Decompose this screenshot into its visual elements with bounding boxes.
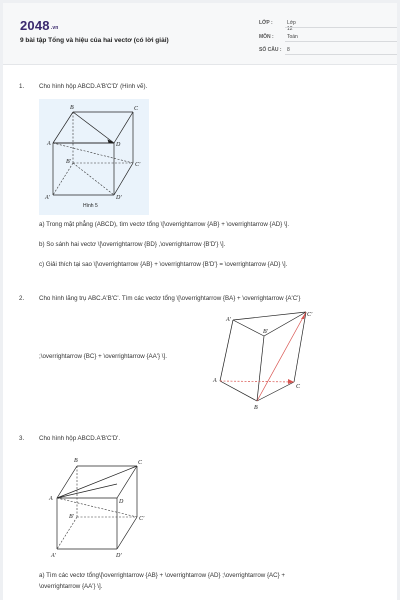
document-header bbox=[3, 3, 397, 65]
question-2-number: 2. bbox=[19, 295, 25, 302]
vertex-label-c: C bbox=[296, 384, 301, 390]
vertex-label-d: D bbox=[116, 142, 121, 148]
question-1b: b) So sánh hai vectơ \[\overrightarrow {BD} ,\overrightarrow {B'D'} \]. bbox=[39, 241, 226, 248]
divider bbox=[285, 54, 397, 55]
vertex-label-a-prime: A' bbox=[45, 195, 50, 201]
logo-suffix: .vn bbox=[50, 25, 59, 31]
figure-caption: Hình 5 bbox=[83, 203, 98, 209]
question-2-text: Cho hình lăng trụ ABC.A'B'C'. Tìm các vectơ tổng \[\overrightarrow {BA} + \overrightarrow {A'C'} bbox=[39, 295, 301, 302]
vertex-label-a: A bbox=[49, 496, 53, 502]
vertex-label-a: A bbox=[47, 141, 51, 147]
vertex-label-c-prime: C' bbox=[307, 312, 313, 318]
subject-label: MÔN : bbox=[259, 34, 274, 40]
question-1-text: Cho hình hộp ABCD.A'B'C'D' (Hình vẽ). bbox=[39, 83, 148, 90]
vertex-label-a-prime: A' bbox=[51, 553, 56, 559]
vertex-label-c: C bbox=[134, 106, 139, 112]
question-3a-cont: \overrightarrow {AA'} \]. bbox=[39, 583, 103, 590]
vertex-label-c-prime: C' bbox=[139, 516, 145, 522]
question-1c: c) Giải thích tại sao \[\overrightarrow {AB} + \overrightarrow {B'D'} = \overrightarrow {AD} \]. bbox=[39, 261, 288, 268]
vertex-label-b-prime: B' bbox=[69, 514, 74, 520]
vertex-label-a: A bbox=[213, 378, 217, 384]
vertex-label-b: B bbox=[254, 405, 258, 411]
vertex-label-d-prime: D' bbox=[116, 553, 122, 559]
count-label: SỐ CÂU : bbox=[259, 47, 282, 53]
vertex-label-d-prime: D' bbox=[116, 195, 122, 201]
count-value: 8 bbox=[287, 47, 290, 53]
subject-value: Toán bbox=[287, 34, 298, 40]
vertex-label-c: C bbox=[138, 460, 143, 466]
vertex-label-b: B bbox=[74, 458, 78, 464]
class-value: Lớp 12 bbox=[287, 20, 296, 32]
vertex-label-c-prime: C' bbox=[135, 162, 141, 168]
question-3a: a) Tìm các vectơ tổng\[\overrightarrow {AB} + \overrightarrow {AD} ;\overrightarrow {AC} + bbox=[39, 572, 286, 579]
document-page bbox=[3, 3, 397, 600]
vertex-label-b-prime: B' bbox=[263, 329, 268, 335]
vertex-label-b: B bbox=[70, 105, 74, 111]
class-label: LỚP : bbox=[259, 20, 273, 26]
figure-hinh-5 bbox=[39, 99, 149, 215]
figure-prism bbox=[208, 308, 318, 413]
question-1a: a) Trong mặt phẳng (ABCD), tìm vectơ tổng \[\overrightarrow {AB} + \overrightarrow {AD} \]. bbox=[39, 221, 290, 228]
divider bbox=[285, 27, 397, 28]
document-title: 9 bài tập Tổng và hiệu của hai vectơ (có lời giải) bbox=[20, 37, 169, 44]
vertex-label-d: D bbox=[119, 499, 124, 505]
site-logo[interactable] bbox=[20, 18, 59, 33]
vertex-label-a-prime: A' bbox=[226, 317, 231, 323]
logo-text: 2048 bbox=[20, 18, 50, 33]
figure-background bbox=[39, 99, 149, 215]
question-2-text-cont: ;\overrightarrow {BC} + \overrightarrow {AA'} \]. bbox=[39, 353, 167, 360]
figure-box-3 bbox=[43, 451, 163, 566]
vertex-label-b-prime: B' bbox=[66, 159, 71, 165]
question-3-number: 3. bbox=[19, 435, 25, 442]
divider bbox=[285, 41, 397, 42]
question-3-text: Cho hình hộp ABCD.A'B'C'D'. bbox=[39, 435, 121, 442]
question-1-number: 1. bbox=[19, 83, 25, 90]
